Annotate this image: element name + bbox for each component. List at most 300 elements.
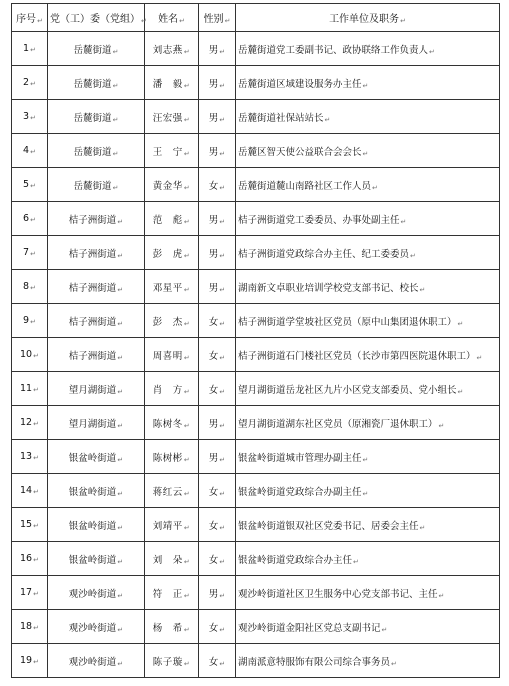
- cell-no: [12, 100, 48, 134]
- cell-party: [48, 644, 145, 678]
- cell-post: [236, 338, 500, 372]
- table-row: [12, 440, 500, 474]
- cell-name: [145, 406, 199, 440]
- paragraph-mark-icon: ↵: [112, 115, 119, 124]
- cell-sex-text: 男: [208, 588, 219, 600]
- cell-post-text: 湖南新文卓职业培训学校党支部书记、校长: [238, 282, 419, 294]
- cell-no: [12, 338, 48, 372]
- cell-sex-text: 女: [208, 622, 219, 634]
- cell-sex: [199, 202, 236, 236]
- cell-party-text: 观沙岭街道: [68, 656, 117, 668]
- cell-party-text: 桔子洲街道: [68, 316, 117, 328]
- cell-sex-text: 男: [208, 282, 219, 294]
- header-name: 姓名↵: [145, 4, 199, 32]
- cell-party: [48, 134, 145, 168]
- paragraph-mark-icon: ↵: [219, 387, 226, 396]
- cell-sex: [199, 236, 236, 270]
- cell-name: [145, 100, 199, 134]
- paragraph-mark-icon: ↵: [33, 454, 39, 462]
- paragraph-mark-icon: ↵: [219, 659, 226, 668]
- cell-sex-text: 男: [208, 452, 219, 464]
- paragraph-mark-icon: ↵: [219, 489, 226, 498]
- table-row: [12, 168, 500, 202]
- paragraph-mark-icon: ↵: [30, 284, 36, 292]
- paragraph-mark-icon: ↵: [37, 17, 43, 25]
- cell-no: [12, 304, 48, 338]
- cell-post: [236, 474, 500, 508]
- cell-post: [236, 542, 500, 576]
- paragraph-mark-icon: ↵: [117, 285, 124, 294]
- cell-no: [12, 406, 48, 440]
- paragraph-mark-icon: ↵: [183, 251, 191, 260]
- header-post: 工作单位及职务↵: [236, 4, 500, 32]
- table-row: [12, 32, 500, 66]
- cell-name: [145, 168, 199, 202]
- cell-no-text: 15: [20, 519, 33, 530]
- cell-name-text: 陈树冬: [152, 418, 183, 430]
- cell-post: [236, 236, 500, 270]
- cell-no-text: 13: [20, 451, 33, 462]
- cell-name-text: 黄金华: [152, 180, 183, 192]
- paragraph-mark-icon: ↵: [33, 590, 39, 598]
- cell-no-text: 4: [23, 145, 30, 156]
- cell-sex-text: 女: [208, 520, 219, 532]
- cell-name-text: 潘 毅: [152, 78, 183, 90]
- paragraph-mark-icon: ↵: [112, 183, 119, 192]
- paragraph-mark-icon: ↵: [362, 455, 369, 464]
- cell-sex-text: 男: [208, 214, 219, 226]
- cell-no: [12, 202, 48, 236]
- table-row: [12, 304, 500, 338]
- cell-name: [145, 338, 199, 372]
- paragraph-mark-icon: ↵: [117, 523, 124, 532]
- cell-post-text: 银盆岭街道城市管理办副主任: [238, 452, 362, 464]
- paragraph-mark-icon: ↵: [429, 47, 435, 56]
- table-row: [12, 406, 500, 440]
- cell-party-text: 岳麓街道: [73, 44, 112, 56]
- cell-sex: [199, 270, 236, 304]
- paragraph-mark-icon: ↵: [117, 319, 124, 328]
- paragraph-mark-icon: ↵: [30, 318, 36, 326]
- cell-party-text: 岳麓街道: [73, 78, 112, 90]
- cell-name-text: 符 正: [152, 588, 183, 600]
- cell-post: [236, 406, 500, 440]
- cell-name: [145, 134, 199, 168]
- cell-post-text: 桔子洲街道学堂坡社区党员（原中山集团退休职工）: [238, 316, 457, 328]
- roster-table: [11, 3, 500, 678]
- cell-party-text: 岳麓街道: [73, 112, 112, 124]
- paragraph-mark-icon: ↵: [117, 557, 124, 566]
- paragraph-mark-icon: ↵: [183, 625, 191, 634]
- cell-sex-text: 男: [208, 418, 219, 430]
- cell-no-text: 7: [23, 247, 30, 258]
- cell-party-text: 银盆岭街道: [68, 452, 117, 464]
- paragraph-mark-icon: ↵: [112, 149, 119, 158]
- paragraph-mark-icon: ↵: [30, 216, 36, 224]
- paragraph-mark-icon: ↵: [419, 523, 426, 532]
- cell-name-text: 周喜明: [152, 350, 183, 362]
- cell-name-text: 汪宏强: [152, 112, 183, 124]
- cell-party-text: 桔子洲街道: [68, 248, 117, 260]
- cell-party-text: 望月湖街道: [68, 384, 117, 396]
- cell-sex: [199, 508, 236, 542]
- cell-party-text: 观沙岭街道: [68, 622, 117, 634]
- paragraph-mark-icon: ↵: [438, 591, 445, 600]
- header-row: [12, 4, 500, 32]
- cell-post: [236, 644, 500, 678]
- cell-no-text: 1: [23, 43, 30, 54]
- cell-name-text: 刘志燕: [152, 44, 183, 56]
- paragraph-mark-icon: ↵: [141, 17, 147, 25]
- cell-post: [236, 610, 500, 644]
- paragraph-mark-icon: ↵: [372, 183, 378, 192]
- cell-sex-text: 女: [208, 350, 219, 362]
- paragraph-mark-icon: ↵: [219, 217, 226, 226]
- cell-post: [236, 32, 500, 66]
- paragraph-mark-icon: ↵: [183, 489, 191, 498]
- cell-no-text: 14: [20, 485, 33, 496]
- cell-name-text: 蒋红云: [152, 486, 183, 498]
- table-header: [12, 4, 500, 32]
- table-row: [12, 270, 500, 304]
- cell-no-text: 8: [23, 281, 30, 292]
- cell-no-text: 11: [20, 383, 33, 394]
- cell-no: [12, 644, 48, 678]
- cell-sex: [199, 32, 236, 66]
- table-body: [12, 32, 500, 678]
- table-row: [12, 542, 500, 576]
- cell-no-text: 3: [23, 111, 30, 122]
- cell-party-text: 桔子洲街道: [68, 214, 117, 226]
- paragraph-mark-icon: ↵: [183, 353, 191, 362]
- table-row: [12, 474, 500, 508]
- paragraph-mark-icon: ↵: [183, 523, 191, 532]
- cell-party: [48, 474, 145, 508]
- cell-sex-text: 男: [208, 44, 219, 56]
- cell-post-text: 桔子洲街道石门楼社区党员（长沙市第四医院退休职工）: [238, 350, 476, 362]
- paragraph-mark-icon: ↵: [117, 421, 124, 430]
- cell-party-text: 银盆岭街道: [68, 486, 117, 498]
- cell-name: [145, 66, 199, 100]
- cell-sex: [199, 338, 236, 372]
- paragraph-mark-icon: ↵: [183, 81, 191, 90]
- cell-post: [236, 134, 500, 168]
- cell-sex-text: 男: [208, 248, 219, 260]
- cell-name-text: 陈子璇: [152, 656, 183, 668]
- table-row: [12, 372, 500, 406]
- paragraph-mark-icon: ↵: [33, 556, 39, 564]
- cell-name-text: 陈树彬: [152, 452, 183, 464]
- cell-name: [145, 440, 199, 474]
- cell-no: [12, 474, 48, 508]
- paragraph-mark-icon: ↵: [33, 352, 39, 360]
- paragraph-mark-icon: ↵: [219, 591, 226, 600]
- paragraph-mark-icon: ↵: [438, 421, 445, 430]
- paragraph-mark-icon: ↵: [117, 659, 124, 668]
- paragraph-mark-icon: ↵: [219, 251, 226, 260]
- cell-post-text: 岳麓街道社保站站长: [238, 112, 324, 124]
- cell-party: [48, 304, 145, 338]
- cell-party-text: 银盆岭街道: [68, 554, 117, 566]
- paragraph-mark-icon: ↵: [30, 148, 36, 156]
- cell-post: [236, 576, 500, 610]
- cell-no-text: 12: [20, 417, 33, 428]
- paragraph-mark-icon: ↵: [362, 489, 369, 498]
- cell-party: [48, 168, 145, 202]
- paragraph-mark-icon: ↵: [117, 625, 124, 634]
- paragraph-mark-icon: ↵: [112, 47, 119, 56]
- cell-no-text: 19: [20, 655, 33, 666]
- cell-party-text: 银盆岭街道: [68, 520, 117, 532]
- paragraph-mark-icon: ↵: [353, 557, 359, 566]
- cell-post-text: 岳麓街道麓山南路社区工作人员: [238, 180, 372, 192]
- cell-sex-text: 女: [208, 554, 219, 566]
- cell-sex: [199, 610, 236, 644]
- cell-no: [12, 134, 48, 168]
- cell-party: [48, 508, 145, 542]
- cell-sex: [199, 542, 236, 576]
- paragraph-mark-icon: ↵: [457, 319, 464, 328]
- cell-party: [48, 610, 145, 644]
- paragraph-mark-icon: ↵: [183, 659, 191, 668]
- cell-sex: [199, 100, 236, 134]
- paragraph-mark-icon: ↵: [219, 523, 226, 532]
- cell-sex: [199, 304, 236, 338]
- paragraph-mark-icon: ↵: [30, 46, 36, 54]
- cell-name-text: 范 彪: [152, 214, 183, 226]
- cell-post-text: 望月湖街道岳龙社区九片小区党支部委员、党小组长: [238, 384, 457, 396]
- cell-name-text: 刘靖平: [152, 520, 183, 532]
- paragraph-mark-icon: ↵: [183, 285, 191, 294]
- cell-name: [145, 372, 199, 406]
- header-party: 党（工）委（党组）↵: [48, 4, 145, 32]
- cell-sex: [199, 372, 236, 406]
- cell-name: [145, 304, 199, 338]
- cell-name-text: 刘 朵: [152, 554, 183, 566]
- cell-party: [48, 338, 145, 372]
- paragraph-mark-icon: ↵: [457, 387, 464, 396]
- paragraph-mark-icon: ↵: [30, 182, 36, 190]
- cell-post: [236, 372, 500, 406]
- cell-sex-text: 女: [208, 180, 219, 192]
- paragraph-mark-icon: ↵: [179, 17, 185, 25]
- paragraph-mark-icon: ↵: [362, 81, 369, 90]
- cell-name-text: 杨 希: [152, 622, 183, 634]
- cell-party: [48, 32, 145, 66]
- cell-no-text: 16: [20, 553, 33, 564]
- cell-name: [145, 236, 199, 270]
- paragraph-mark-icon: ↵: [391, 659, 397, 668]
- cell-post: [236, 270, 500, 304]
- cell-post-text: 观沙岭街道社区卫生服务中心党支部书记、主任: [238, 588, 438, 600]
- paragraph-mark-icon: ↵: [183, 47, 191, 56]
- paragraph-mark-icon: ↵: [224, 17, 231, 25]
- paragraph-mark-icon: ↵: [183, 421, 191, 430]
- paragraph-mark-icon: ↵: [33, 386, 39, 394]
- paragraph-mark-icon: ↵: [183, 557, 191, 566]
- paragraph-mark-icon: ↵: [419, 285, 426, 294]
- cell-no: [12, 32, 48, 66]
- header-sex: 性别↵: [199, 4, 236, 32]
- cell-sex: [199, 134, 236, 168]
- cell-no: [12, 270, 48, 304]
- cell-post-text: 岳麓街道党工委副书记、政协联络工作负责人: [238, 44, 429, 56]
- cell-name: [145, 576, 199, 610]
- table-row: [12, 66, 500, 100]
- cell-sex-text: 男: [208, 78, 219, 90]
- cell-no: [12, 372, 48, 406]
- table-row: [12, 576, 500, 610]
- cell-party: [48, 236, 145, 270]
- paragraph-mark-icon: ↵: [219, 455, 226, 464]
- cell-party: [48, 100, 145, 134]
- paragraph-mark-icon: ↵: [183, 319, 191, 328]
- cell-post-text: 湖南派意特服饰有限公司综合事务员: [238, 656, 391, 668]
- cell-post: [236, 440, 500, 474]
- paragraph-mark-icon: ↵: [33, 522, 39, 530]
- paragraph-mark-icon: ↵: [219, 47, 226, 56]
- cell-sex-text: 男: [208, 146, 219, 158]
- paragraph-mark-icon: ↵: [219, 353, 226, 362]
- paragraph-mark-icon: ↵: [117, 455, 124, 464]
- cell-party: [48, 372, 145, 406]
- cell-party: [48, 202, 145, 236]
- cell-no-text: 6: [23, 213, 30, 224]
- cell-sex: [199, 168, 236, 202]
- paragraph-mark-icon: ↵: [30, 80, 36, 88]
- cell-sex-text: 女: [208, 656, 219, 668]
- cell-name: [145, 32, 199, 66]
- cell-party-text: 桔子洲街道: [68, 282, 117, 294]
- table-row: [12, 134, 500, 168]
- paragraph-mark-icon: ↵: [183, 149, 191, 158]
- cell-no-text: 17: [20, 587, 33, 598]
- table-row: [12, 338, 500, 372]
- cell-sex: [199, 66, 236, 100]
- cell-no-text: 2: [23, 77, 30, 88]
- cell-sex-text: 女: [208, 486, 219, 498]
- cell-no: [12, 542, 48, 576]
- cell-no-text: 5: [23, 179, 30, 190]
- paragraph-mark-icon: ↵: [33, 624, 39, 632]
- cell-no: [12, 168, 48, 202]
- paragraph-mark-icon: ↵: [219, 149, 226, 158]
- paragraph-mark-icon: ↵: [183, 217, 191, 226]
- paragraph-mark-icon: ↵: [183, 115, 191, 124]
- paragraph-mark-icon: ↵: [117, 591, 124, 600]
- paragraph-mark-icon: ↵: [219, 421, 226, 430]
- paragraph-mark-icon: ↵: [183, 183, 191, 192]
- paragraph-mark-icon: ↵: [30, 250, 36, 258]
- cell-name: [145, 474, 199, 508]
- paragraph-mark-icon: ↵: [183, 455, 191, 464]
- cell-name-text: 彭 杰: [152, 316, 183, 328]
- cell-party-text: 岳麓街道: [73, 146, 112, 158]
- cell-party-text: 桔子洲街道: [68, 350, 117, 362]
- paragraph-mark-icon: ↵: [219, 81, 226, 90]
- cell-name: [145, 644, 199, 678]
- paragraph-mark-icon: ↵: [476, 353, 483, 362]
- paragraph-mark-icon: ↵: [381, 625, 388, 634]
- paragraph-mark-icon: ↵: [183, 591, 191, 600]
- paragraph-mark-icon: ↵: [219, 319, 226, 328]
- cell-no: [12, 440, 48, 474]
- cell-name: [145, 202, 199, 236]
- cell-sex-text: 女: [208, 316, 219, 328]
- paragraph-mark-icon: ↵: [183, 387, 191, 396]
- cell-sex: [199, 440, 236, 474]
- cell-party: [48, 542, 145, 576]
- cell-post-text: 银盆岭街道党政综合办主任: [238, 554, 353, 566]
- paragraph-mark-icon: ↵: [219, 285, 226, 294]
- cell-post: [236, 508, 500, 542]
- cell-party: [48, 406, 145, 440]
- table-row: [12, 644, 500, 678]
- cell-post: [236, 202, 500, 236]
- paragraph-mark-icon: ↵: [219, 557, 226, 566]
- paragraph-mark-icon: ↵: [33, 420, 39, 428]
- paragraph-mark-icon: ↵: [117, 353, 124, 362]
- cell-sex: [199, 576, 236, 610]
- cell-party: [48, 440, 145, 474]
- cell-no-text: 18: [20, 621, 33, 632]
- cell-post: [236, 304, 500, 338]
- cell-no-text: 9: [23, 315, 30, 326]
- cell-name-text: 王 宁: [152, 146, 183, 158]
- paragraph-mark-icon: ↵: [400, 217, 407, 226]
- cell-no-text: 10: [20, 349, 33, 360]
- paragraph-mark-icon: ↵: [219, 625, 226, 634]
- cell-post: [236, 100, 500, 134]
- paragraph-mark-icon: ↵: [219, 183, 226, 192]
- cell-name-text: 邓星平: [152, 282, 183, 294]
- cell-sex-text: 女: [208, 384, 219, 396]
- cell-party: [48, 576, 145, 610]
- cell-name: [145, 542, 199, 576]
- cell-party-text: 岳麓街道: [73, 180, 112, 192]
- paragraph-mark-icon: ↵: [219, 115, 226, 124]
- paragraph-mark-icon: ↵: [362, 149, 369, 158]
- cell-post-text: 桔子洲街道党政综合办主任、纪工委委员: [238, 248, 410, 260]
- paragraph-mark-icon: ↵: [117, 387, 124, 396]
- paragraph-mark-icon: ↵: [30, 114, 36, 122]
- paragraph-mark-icon: ↵: [324, 115, 331, 124]
- cell-party-text: 观沙岭街道: [68, 588, 117, 600]
- table-row: [12, 508, 500, 542]
- paragraph-mark-icon: ↵: [117, 489, 124, 498]
- cell-no: [12, 236, 48, 270]
- cell-post-text: 岳麓区智天使公益联合会会长: [238, 146, 362, 158]
- cell-name-text: 肖 方: [152, 384, 183, 396]
- table-row: [12, 610, 500, 644]
- paragraph-mark-icon: ↵: [400, 17, 406, 25]
- table-row: [12, 236, 500, 270]
- cell-sex: [199, 406, 236, 440]
- cell-no: [12, 576, 48, 610]
- paragraph-mark-icon: ↵: [117, 217, 124, 226]
- cell-name: [145, 270, 199, 304]
- cell-sex: [199, 474, 236, 508]
- cell-no: [12, 508, 48, 542]
- cell-party: [48, 270, 145, 304]
- cell-post-text: 观沙岭街道金阳社区党总支副书记: [238, 622, 381, 634]
- table-row: [12, 202, 500, 236]
- table-row: [12, 100, 500, 134]
- cell-party-text: 望月湖街道: [68, 418, 117, 430]
- cell-post: [236, 66, 500, 100]
- cell-post-text: 银盆岭街道党政综合办副主任: [238, 486, 362, 498]
- header-no: 序号↵: [12, 4, 48, 32]
